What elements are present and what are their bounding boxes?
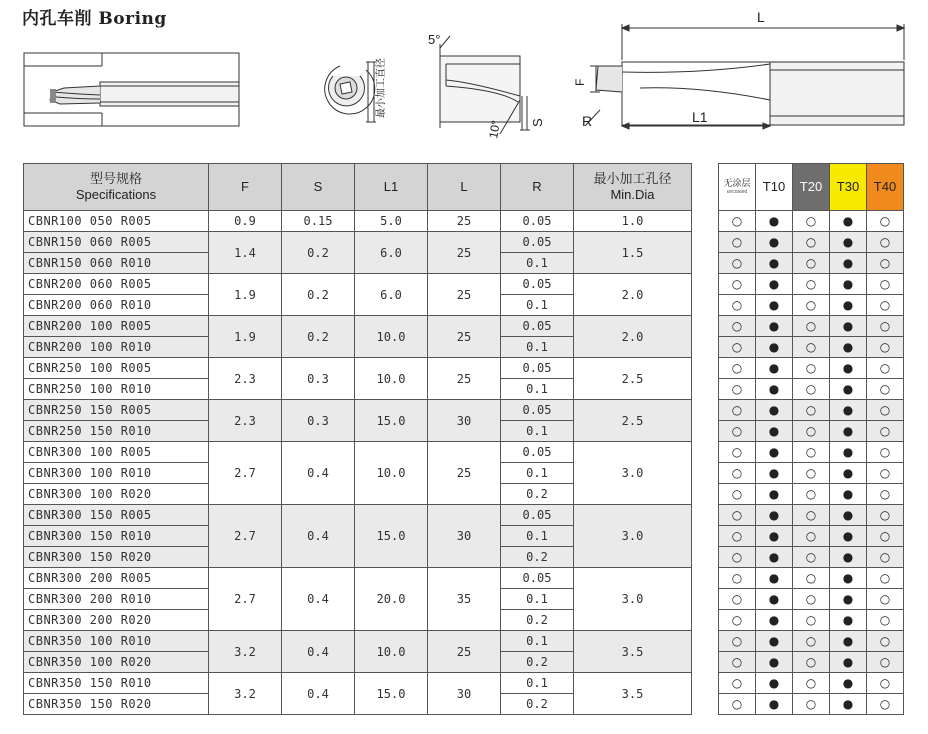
filled-dot-icon: ● (830, 652, 867, 673)
coating-row (719, 274, 904, 295)
r-cell: 0.1 (501, 631, 574, 652)
min-dia-vertical-label: 最小加工直径 (376, 58, 387, 118)
coating-row (719, 211, 904, 232)
filled-dot-icon: ● (830, 400, 867, 421)
open-dot-icon: ○ (793, 274, 830, 295)
header-r: R (501, 164, 574, 211)
r-cell: 0.2 (501, 547, 574, 568)
open-dot-icon: ○ (867, 589, 904, 610)
s-cell: 0.3 (282, 400, 355, 442)
l1-cell: 15.0 (355, 505, 428, 568)
table-row (24, 358, 692, 379)
filled-dot-icon: ● (756, 547, 793, 568)
open-dot-icon: ○ (793, 547, 830, 568)
coating-row (719, 316, 904, 337)
filled-dot-icon: ● (830, 484, 867, 505)
coating-header-1: T10 (756, 164, 793, 211)
s-cell: 0.4 (282, 673, 355, 715)
tool-drawings (0, 0, 928, 150)
r-cell: 0.1 (501, 589, 574, 610)
filled-dot-icon: ● (830, 232, 867, 253)
dim-f-label: F (573, 78, 587, 86)
tool-end-view (325, 62, 376, 122)
open-dot-icon: ○ (719, 316, 756, 337)
coating-table-header (719, 164, 904, 211)
open-dot-icon: ○ (793, 505, 830, 526)
open-dot-icon: ○ (867, 673, 904, 694)
open-dot-icon: ○ (719, 631, 756, 652)
f-cell: 2.3 (209, 358, 282, 400)
filled-dot-icon: ● (830, 526, 867, 547)
spec-cell: CBNR200 060 R010 (24, 295, 209, 316)
coating-row (719, 652, 904, 673)
open-dot-icon: ○ (867, 694, 904, 715)
table-row (24, 211, 692, 232)
filled-dot-icon: ● (756, 505, 793, 526)
min-dia-cell: 2.0 (574, 316, 692, 358)
l1-cell: 10.0 (355, 358, 428, 400)
min-dia-cell: 2.5 (574, 400, 692, 442)
spec-cell: CBNR300 150 R005 (24, 505, 209, 526)
f-cell: 1.9 (209, 274, 282, 316)
coating-row (719, 673, 904, 694)
open-dot-icon: ○ (719, 652, 756, 673)
f-cell: 1.9 (209, 316, 282, 358)
dim-s-label: S (530, 118, 545, 127)
l1-cell: 6.0 (355, 274, 428, 316)
filled-dot-icon: ● (756, 631, 793, 652)
filled-dot-icon: ● (830, 274, 867, 295)
r-cell: 0.05 (501, 400, 574, 421)
open-dot-icon: ○ (719, 463, 756, 484)
open-dot-icon: ○ (719, 694, 756, 715)
spec-cell: CBNR350 150 R020 (24, 694, 209, 715)
open-dot-icon: ○ (793, 463, 830, 484)
header-spec: 型号规格 Specifications (24, 164, 209, 211)
l-cell: 30 (428, 505, 501, 568)
coating-header-4: T40 (867, 164, 904, 211)
min-dia-cell: 2.0 (574, 274, 692, 316)
l-cell: 30 (428, 400, 501, 442)
open-dot-icon: ○ (793, 295, 830, 316)
r-cell: 0.2 (501, 484, 574, 505)
l-cell: 25 (428, 211, 501, 232)
open-dot-icon: ○ (793, 652, 830, 673)
filled-dot-icon: ● (830, 547, 867, 568)
open-dot-icon: ○ (793, 316, 830, 337)
open-dot-icon: ○ (867, 337, 904, 358)
table-row (24, 400, 692, 421)
min-dia-cell: 3.5 (574, 673, 692, 715)
open-dot-icon: ○ (793, 673, 830, 694)
f-cell: 2.3 (209, 400, 282, 442)
table-row (24, 442, 692, 463)
spec-cell: CBNR150 060 R005 (24, 232, 209, 253)
filled-dot-icon: ● (830, 421, 867, 442)
filled-dot-icon: ● (830, 631, 867, 652)
header-l: L (428, 164, 501, 211)
open-dot-icon: ○ (793, 484, 830, 505)
s-cell: 0.2 (282, 274, 355, 316)
open-dot-icon: ○ (793, 232, 830, 253)
min-dia-cell: 2.5 (574, 358, 692, 400)
open-dot-icon: ○ (719, 295, 756, 316)
spec-cell: CBNR200 100 R005 (24, 316, 209, 337)
r-cell: 0.2 (501, 610, 574, 631)
coating-row (719, 694, 904, 715)
l-cell: 25 (428, 358, 501, 400)
filled-dot-icon: ● (830, 337, 867, 358)
coating-row (719, 421, 904, 442)
f-cell: 2.7 (209, 442, 282, 505)
open-dot-icon: ○ (719, 568, 756, 589)
f-cell: 0.9 (209, 211, 282, 232)
open-dot-icon: ○ (719, 232, 756, 253)
l1-cell: 5.0 (355, 211, 428, 232)
filled-dot-icon: ● (830, 463, 867, 484)
header-s: S (282, 164, 355, 211)
r-cell: 0.05 (501, 274, 574, 295)
r-cell: 0.1 (501, 337, 574, 358)
coating-row (719, 442, 904, 463)
s-cell: 0.4 (282, 568, 355, 631)
open-dot-icon: ○ (867, 631, 904, 652)
min-dia-cell: 3.5 (574, 631, 692, 673)
open-dot-icon: ○ (719, 610, 756, 631)
open-dot-icon: ○ (793, 631, 830, 652)
spec-cell: CBNR300 100 R005 (24, 442, 209, 463)
filled-dot-icon: ● (756, 400, 793, 421)
open-dot-icon: ○ (867, 505, 904, 526)
s-cell: 0.3 (282, 358, 355, 400)
min-dia-cell: 3.0 (574, 442, 692, 505)
coating-row (719, 400, 904, 421)
filled-dot-icon: ● (756, 274, 793, 295)
coating-row (719, 358, 904, 379)
open-dot-icon: ○ (793, 211, 830, 232)
filled-dot-icon: ● (756, 232, 793, 253)
filled-dot-icon: ● (756, 211, 793, 232)
open-dot-icon: ○ (867, 400, 904, 421)
filled-dot-icon: ● (830, 610, 867, 631)
open-dot-icon: ○ (867, 526, 904, 547)
open-dot-icon: ○ (719, 211, 756, 232)
filled-dot-icon: ● (830, 589, 867, 610)
open-dot-icon: ○ (867, 316, 904, 337)
r-cell: 0.1 (501, 295, 574, 316)
spec-cell: CBNR300 200 R020 (24, 610, 209, 631)
s-cell: 0.2 (282, 316, 355, 358)
filled-dot-icon: ● (756, 253, 793, 274)
open-dot-icon: ○ (719, 358, 756, 379)
filled-dot-icon: ● (756, 379, 793, 400)
open-dot-icon: ○ (867, 463, 904, 484)
r-cell: 0.1 (501, 526, 574, 547)
dim-r-label: R (582, 113, 593, 129)
table-row (24, 568, 692, 589)
l-cell: 25 (428, 316, 501, 358)
open-dot-icon: ○ (793, 253, 830, 274)
filled-dot-icon: ● (756, 442, 793, 463)
spec-cell: CBNR100 050 R005 (24, 211, 209, 232)
r-cell: 0.05 (501, 232, 574, 253)
filled-dot-icon: ● (756, 463, 793, 484)
filled-dot-icon: ● (830, 379, 867, 400)
l-cell: 25 (428, 442, 501, 505)
r-cell: 0.1 (501, 673, 574, 694)
f-cell: 2.7 (209, 505, 282, 568)
open-dot-icon: ○ (719, 484, 756, 505)
min-dia-cell: 3.0 (574, 505, 692, 568)
coating-header-2: T20 (793, 164, 830, 211)
open-dot-icon: ○ (867, 442, 904, 463)
filled-dot-icon: ● (830, 505, 867, 526)
spec-cell: CBNR300 150 R010 (24, 526, 209, 547)
spec-cell: CBNR200 060 R005 (24, 274, 209, 295)
r-cell: 0.1 (501, 379, 574, 400)
f-cell: 3.2 (209, 631, 282, 673)
filled-dot-icon: ● (756, 694, 793, 715)
open-dot-icon: ○ (867, 232, 904, 253)
angle-5-label: 5° (428, 32, 441, 47)
r-cell: 0.05 (501, 358, 574, 379)
header-min-dia: 最小加工孔径 Min.Dia (574, 164, 692, 211)
l1-cell: 15.0 (355, 673, 428, 715)
open-dot-icon: ○ (719, 274, 756, 295)
open-dot-icon: ○ (719, 400, 756, 421)
filled-dot-icon: ● (756, 652, 793, 673)
coating-row (719, 547, 904, 568)
open-dot-icon: ○ (719, 421, 756, 442)
spec-cell: CBNR350 100 R010 (24, 631, 209, 652)
filled-dot-icon: ● (756, 526, 793, 547)
f-cell: 1.4 (209, 232, 282, 274)
header-f: F (209, 164, 282, 211)
filled-dot-icon: ● (830, 358, 867, 379)
coating-row (719, 337, 904, 358)
open-dot-icon: ○ (793, 379, 830, 400)
filled-dot-icon: ● (756, 589, 793, 610)
open-dot-icon: ○ (867, 274, 904, 295)
r-cell: 0.2 (501, 652, 574, 673)
bore-side-view (24, 53, 239, 126)
coating-row (719, 463, 904, 484)
open-dot-icon: ○ (719, 253, 756, 274)
open-dot-icon: ○ (793, 421, 830, 442)
open-dot-icon: ○ (793, 337, 830, 358)
open-dot-icon: ○ (867, 421, 904, 442)
coating-row (719, 568, 904, 589)
coating-header-3: T30 (830, 164, 867, 211)
open-dot-icon: ○ (793, 442, 830, 463)
s-cell: 0.4 (282, 442, 355, 505)
open-dot-icon: ○ (867, 295, 904, 316)
spec-cell: CBNR150 060 R010 (24, 253, 209, 274)
tip-detail-view (440, 36, 530, 134)
open-dot-icon: ○ (867, 211, 904, 232)
open-dot-icon: ○ (867, 253, 904, 274)
open-dot-icon: ○ (793, 526, 830, 547)
s-cell: 0.4 (282, 631, 355, 673)
open-dot-icon: ○ (867, 652, 904, 673)
table-row (24, 232, 692, 253)
open-dot-icon: ○ (719, 526, 756, 547)
dim-l1-label: L1 (692, 109, 708, 125)
coating-header-0: 无涂层 uncoated (719, 164, 756, 211)
dim-l-label: L (757, 9, 765, 25)
l-cell: 35 (428, 568, 501, 631)
open-dot-icon: ○ (793, 694, 830, 715)
r-cell: 0.05 (501, 505, 574, 526)
open-dot-icon: ○ (793, 589, 830, 610)
spec-cell: CBNR300 150 R020 (24, 547, 209, 568)
filled-dot-icon: ● (756, 610, 793, 631)
coating-row (719, 295, 904, 316)
r-cell: 0.1 (501, 253, 574, 274)
open-dot-icon: ○ (719, 505, 756, 526)
spec-cell: CBNR300 200 R005 (24, 568, 209, 589)
filled-dot-icon: ● (830, 295, 867, 316)
filled-dot-icon: ● (830, 568, 867, 589)
open-dot-icon: ○ (867, 568, 904, 589)
spec-cell: CBNR250 100 R005 (24, 358, 209, 379)
spec-table (23, 163, 692, 715)
open-dot-icon: ○ (793, 610, 830, 631)
min-dia-cell: 1.5 (574, 232, 692, 274)
open-dot-icon: ○ (867, 547, 904, 568)
coating-row (719, 589, 904, 610)
open-dot-icon: ○ (793, 358, 830, 379)
table-row (24, 274, 692, 295)
open-dot-icon: ○ (719, 547, 756, 568)
min-dia-cell: 3.0 (574, 568, 692, 631)
open-dot-icon: ○ (719, 337, 756, 358)
table-row (24, 505, 692, 526)
r-cell: 0.1 (501, 463, 574, 484)
filled-dot-icon: ● (756, 421, 793, 442)
filled-dot-icon: ● (830, 442, 867, 463)
r-cell: 0.05 (501, 316, 574, 337)
open-dot-icon: ○ (719, 379, 756, 400)
filled-dot-icon: ● (756, 295, 793, 316)
filled-dot-icon: ● (756, 568, 793, 589)
r-cell: 0.2 (501, 694, 574, 715)
full-tool-view (585, 24, 904, 129)
coating-row (719, 484, 904, 505)
filled-dot-icon: ● (756, 316, 793, 337)
filled-dot-icon: ● (756, 337, 793, 358)
angle-10-label: 10° (486, 119, 504, 140)
table-row (24, 631, 692, 652)
s-cell: 0.2 (282, 232, 355, 274)
open-dot-icon: ○ (793, 568, 830, 589)
filled-dot-icon: ● (830, 316, 867, 337)
coating-row (719, 232, 904, 253)
open-dot-icon: ○ (719, 589, 756, 610)
table-row (24, 673, 692, 694)
s-cell: 0.15 (282, 211, 355, 232)
f-cell: 2.7 (209, 568, 282, 631)
table-row (24, 316, 692, 337)
open-dot-icon: ○ (719, 442, 756, 463)
header-l1: L1 (355, 164, 428, 211)
filled-dot-icon: ● (756, 673, 793, 694)
filled-dot-icon: ● (756, 484, 793, 505)
l-cell: 25 (428, 631, 501, 673)
l1-cell: 10.0 (355, 316, 428, 358)
min-dia-cell: 1.0 (574, 211, 692, 232)
open-dot-icon: ○ (867, 610, 904, 631)
l1-cell: 15.0 (355, 400, 428, 442)
spec-table-header (24, 164, 692, 211)
coating-table (718, 163, 904, 715)
spec-cell: CBNR300 100 R010 (24, 463, 209, 484)
l1-cell: 20.0 (355, 568, 428, 631)
l-cell: 25 (428, 232, 501, 274)
filled-dot-icon: ● (830, 673, 867, 694)
open-dot-icon: ○ (867, 358, 904, 379)
filled-dot-icon: ● (756, 358, 793, 379)
l1-cell: 10.0 (355, 631, 428, 673)
coating-row (719, 253, 904, 274)
spec-cell: CBNR250 150 R005 (24, 400, 209, 421)
f-cell: 3.2 (209, 673, 282, 715)
open-dot-icon: ○ (719, 673, 756, 694)
s-cell: 0.4 (282, 505, 355, 568)
filled-dot-icon: ● (830, 694, 867, 715)
filled-dot-icon: ● (830, 253, 867, 274)
spec-cell: CBNR250 100 R010 (24, 379, 209, 400)
l1-cell: 6.0 (355, 232, 428, 274)
l-cell: 25 (428, 274, 501, 316)
spec-cell: CBNR350 100 R020 (24, 652, 209, 673)
filled-dot-icon: ● (830, 211, 867, 232)
open-dot-icon: ○ (867, 484, 904, 505)
coating-row (719, 631, 904, 652)
l1-cell: 10.0 (355, 442, 428, 505)
r-cell: 0.05 (501, 442, 574, 463)
spec-cell: CBNR300 200 R010 (24, 589, 209, 610)
r-cell: 0.05 (501, 211, 574, 232)
open-dot-icon: ○ (793, 400, 830, 421)
coating-row (719, 526, 904, 547)
coating-row (719, 505, 904, 526)
coating-row (719, 379, 904, 400)
spec-cell: CBNR200 100 R010 (24, 337, 209, 358)
l-cell: 30 (428, 673, 501, 715)
page-title: 内孔车削 Boring (22, 9, 167, 29)
spec-cell: CBNR250 150 R010 (24, 421, 209, 442)
r-cell: 0.1 (501, 421, 574, 442)
open-dot-icon: ○ (867, 379, 904, 400)
r-cell: 0.05 (501, 568, 574, 589)
coating-row (719, 610, 904, 631)
spec-cell: CBNR350 150 R010 (24, 673, 209, 694)
spec-cell: CBNR300 100 R020 (24, 484, 209, 505)
